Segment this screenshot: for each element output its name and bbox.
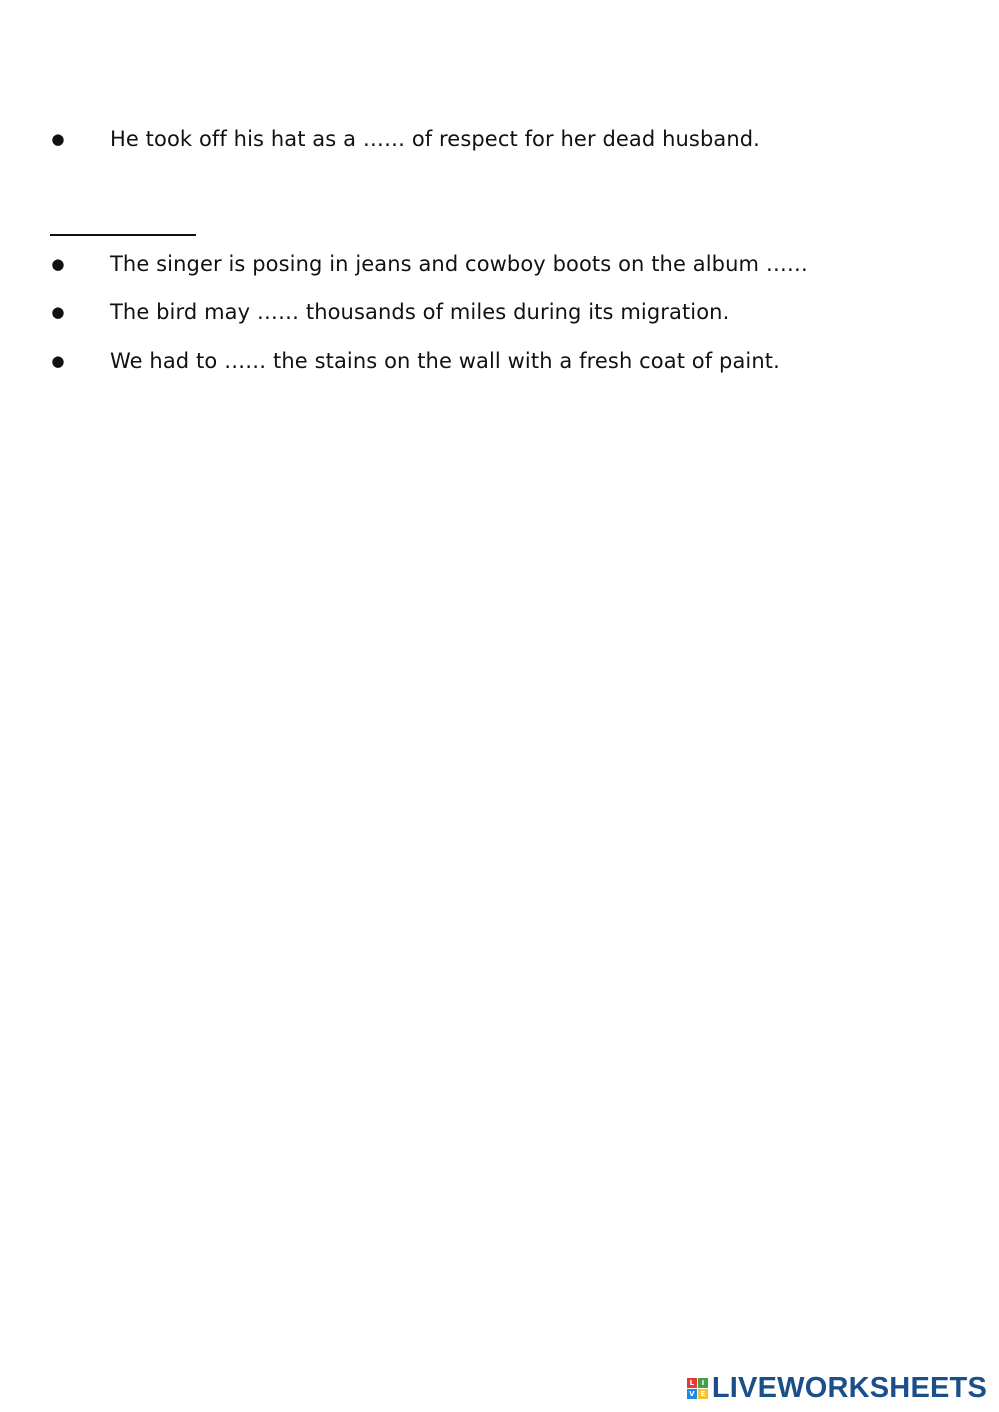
sentence-text: He took off his hat as a …… of respect for her dead husband. bbox=[110, 127, 760, 151]
sentence-text: The singer is posing in jeans and cowboy boots on the album …… bbox=[110, 252, 809, 276]
bullet-icon: ● bbox=[51, 303, 65, 321]
sentence-item bbox=[0, 124, 900, 154]
liveworksheets-logo bbox=[687, 1372, 987, 1404]
liveworksheets-logo-icon bbox=[687, 1378, 708, 1399]
bullet-icon: ● bbox=[51, 255, 65, 273]
logo-mark-letter-l: L bbox=[687, 1378, 697, 1388]
sentence-item bbox=[0, 297, 900, 327]
logo-mark-letter-i: I bbox=[698, 1378, 708, 1388]
sentence-text: We had to …… the stains on the wall with a fresh coat of paint. bbox=[110, 349, 780, 373]
sentence-text: The bird may …… thousands of miles during its migration. bbox=[110, 300, 730, 324]
section-divider bbox=[50, 234, 196, 236]
sentence-item bbox=[0, 346, 900, 376]
logo-text: LIVEWORKSHEETS bbox=[711, 1372, 987, 1404]
logo-mark-letter-e: E bbox=[698, 1389, 708, 1399]
bullet-icon: ● bbox=[51, 352, 65, 370]
bullet-icon: ● bbox=[51, 130, 65, 148]
logo-mark-letter-v: V bbox=[687, 1389, 697, 1399]
sentence-item bbox=[0, 249, 900, 279]
